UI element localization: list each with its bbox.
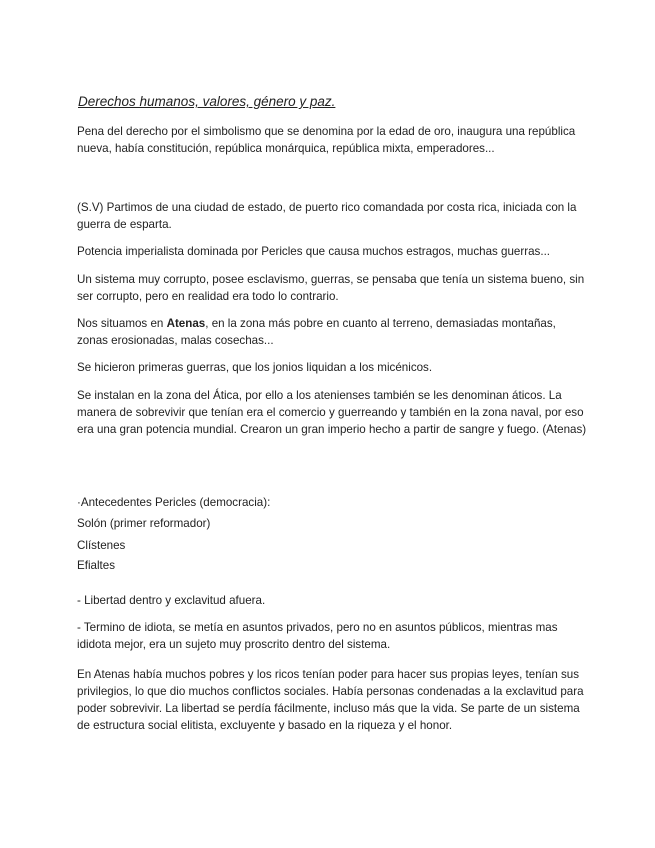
document-title: Derechos humanos, valores, género y paz. bbox=[78, 94, 336, 109]
paragraph-atenas-before: Nos situamos en bbox=[77, 317, 167, 330]
list-item: Clístenes bbox=[77, 539, 126, 552]
paragraph-pericles: Potencia imperialista dominada por Pericles que causa muchos estragos, muchas guerras... bbox=[77, 245, 551, 258]
paragraph-libertad: - Libertad dentro y exclavitud afuera. bbox=[77, 594, 266, 607]
paragraph-sistema-corrupto: Un sistema muy corrupto, posee esclavismo, guerras, se pensaba que tenía un sistema bueno, sin ser corrupto, pero en realidad era todo lo contrario. bbox=[77, 273, 585, 303]
paragraph-atica: Se instalan en la zona del Ática, por ello a los atenienses también se les denominan áticos. La manera de sobrevivir que tenían era el comercio y guerreando y también en la zona naval, por eso era una gran potencia mundial. Crearon un gran imperio hecho a partir de sangre y fuego. (Atenas) bbox=[77, 389, 587, 436]
paragraph-atenas-after: , en la zona más pobre en cuanto al terreno, demasiadas montañas, zonas erosionadas, malas cosechas... bbox=[77, 317, 556, 347]
paragraph-primeras-guerras: Se hicieron primeras guerras, que los jonios liquidan a los micénicos. bbox=[77, 361, 433, 374]
list-heading: ·Antecedentes Pericles (democracia): bbox=[77, 496, 271, 509]
list-item: Efialtes bbox=[77, 559, 116, 572]
list-item: Solón (primer reformador) bbox=[77, 517, 211, 530]
paragraph-pobres-ricos: En Atenas había muchos pobres y los ricos tenían poder para hacer sus propias leyes, tenían sus privilegios, lo que dio muchos conflictos sociales. Había personas condenadas a la exclavitud para poder sobrevivir. La libertad se perdía fácilmente, incluso más que la vida. Se parte de un sistema de estructura social elitista, excluyente y basado en la riqueza y el honor. bbox=[77, 668, 584, 732]
paragraph-ciudad-estado: (S.V) Partimos de una ciudad de estado, de puerto rico comandada por costa rica, iniciada con la guerra de esparta. bbox=[77, 201, 577, 231]
atenas-bold: Atenas bbox=[166, 317, 206, 330]
paragraph-edad-de-oro: Pena del derecho por el simbolismo que se denomina por la edad de oro, inaugura una república nueva, había constitución, república monárquica, república mixta, emperadores... bbox=[77, 125, 576, 155]
paragraph-atenas bbox=[77, 315, 587, 349]
paragraph-idiota: - Termino de idiota, se metía en asuntos privados, pero no en asuntos públicos, mientras mas ididota mejor, era un sujeto muy proscrito dentro del sistema. bbox=[77, 621, 558, 651]
